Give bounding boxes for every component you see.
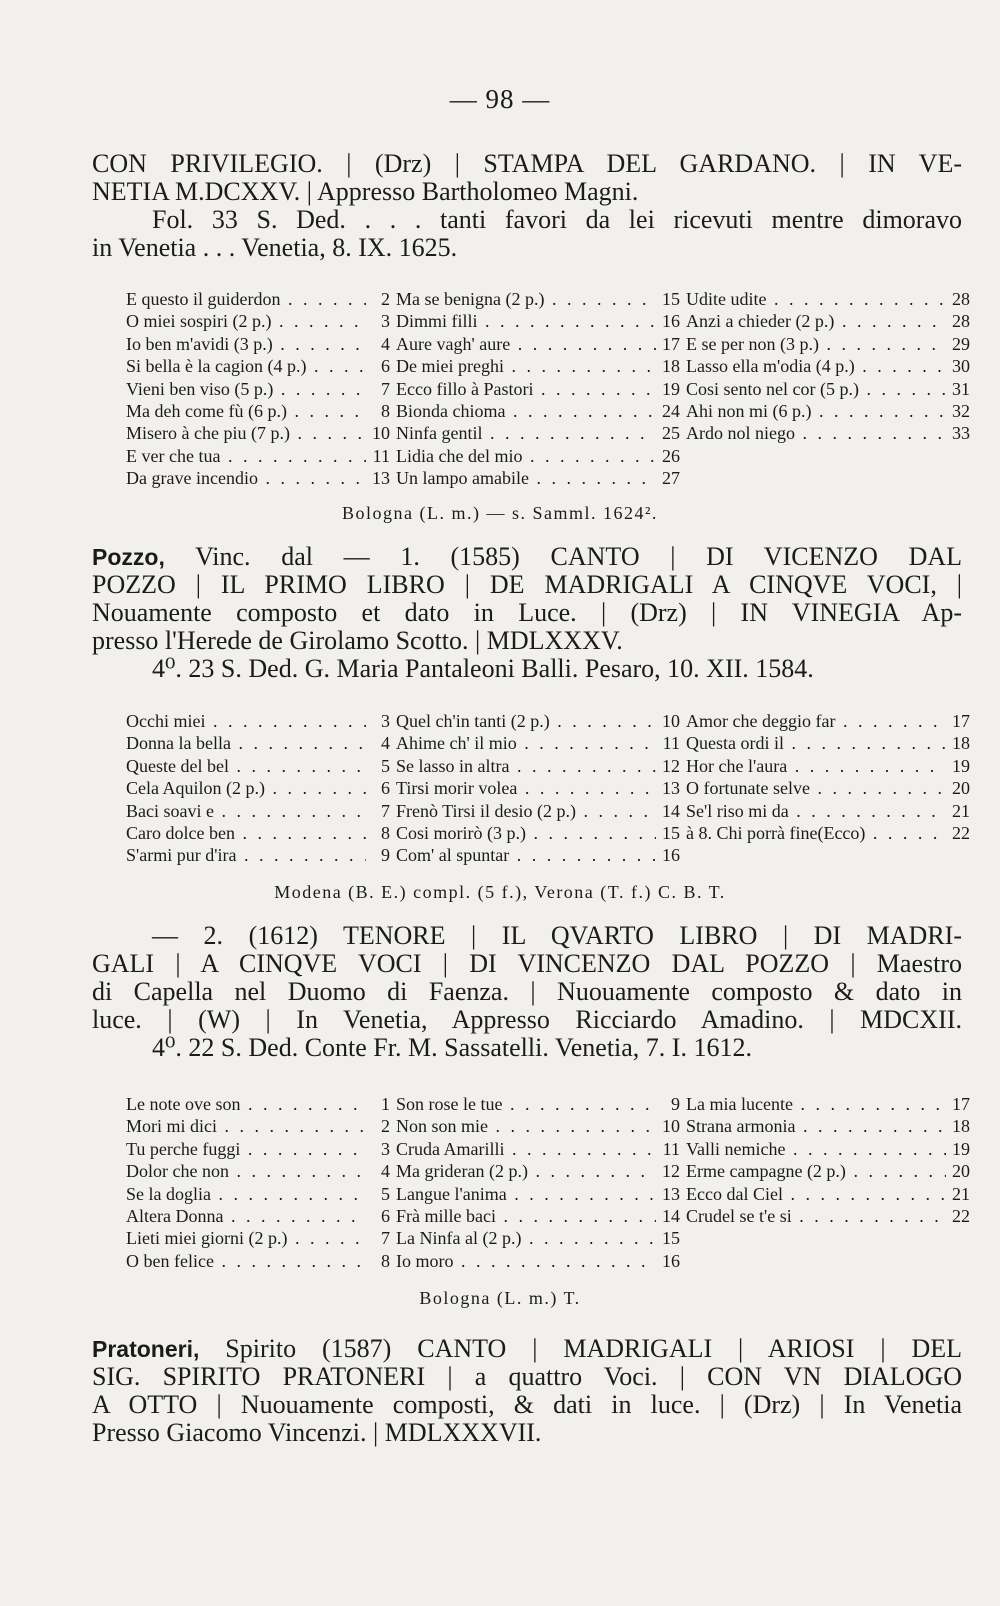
madrigal-title: Crudel se t'e si . . . — [686, 1205, 946, 1227]
toc-entry — [126, 732, 396, 754]
entry-gardano-description — [92, 150, 962, 262]
madrigal-title: Cosi sento nel cor (5 p.) . . . — [686, 378, 946, 400]
madrigal-number: 10 — [662, 1116, 680, 1137]
text-line: SIG. SPIRITO PRATONERI | a quattro Voci. | CON VN DIALOGO — [92, 1362, 962, 1391]
madrigal-title: Cela Aquilon (2 p.) . . . — [126, 777, 366, 799]
toc-entry — [126, 1227, 396, 1249]
library-location: Modena (B. E.) compl. (5 f.), Verona (T. f.) C. B. T. — [274, 882, 726, 902]
toc-row — [126, 310, 976, 332]
toc-entry — [686, 1250, 976, 1272]
madrigal-number: 11 — [662, 733, 680, 754]
toc-entry — [396, 288, 686, 310]
madrigal-title: Strana armonia . . . — [686, 1115, 946, 1137]
madrigal-number: 20 — [952, 1161, 970, 1182]
toc-entry — [126, 400, 396, 422]
madrigal-title: O ben felice . . . — [126, 1250, 366, 1272]
toc-row — [126, 288, 976, 310]
madrigal-number: 21 — [952, 800, 970, 821]
toc-entry — [686, 355, 976, 377]
text-line: NETIA M.DCXXV. | Appresso Bartholomeo Magni. — [92, 177, 639, 206]
contents-table-2 — [126, 710, 976, 867]
toc-entry — [686, 800, 976, 822]
composer-name: Pozzo, — [92, 544, 165, 570]
madrigal-title: O miei sospiri (2 p.) . . . — [126, 310, 366, 332]
toc-entry — [686, 755, 976, 777]
madrigal-title: E ver che tua . . . — [126, 445, 366, 467]
toc-row — [126, 1250, 976, 1272]
madrigal-title: Udite udite . . . — [686, 288, 946, 310]
toc-entry — [396, 333, 686, 355]
toc-row — [126, 1205, 976, 1227]
toc-entry — [126, 1115, 396, 1137]
toc-row — [126, 1160, 976, 1182]
toc-entry — [396, 1138, 686, 1160]
madrigal-number: 13 — [662, 778, 680, 799]
text-line: GALI | A CINQVE VOCI | DI VINCENZO DAL POZZO | Maestro — [92, 949, 962, 978]
text-line: Pratoneri, Spirito (1587) CANTO | MADRIGALI | ARIOSI | DEL — [92, 1334, 963, 1363]
toc-entry — [396, 310, 686, 332]
madrigal-title: Se'l riso mi da . . . — [686, 800, 946, 822]
madrigal-number: 28 — [952, 311, 970, 332]
entry-pozzo-1 — [92, 543, 962, 683]
toc-entry — [126, 1205, 396, 1227]
madrigal-number: 11 — [662, 1138, 680, 1159]
madrigal-number: 6 — [381, 778, 390, 799]
entry-pozzo-2 — [92, 922, 962, 1062]
madrigal-title: La mia lucente . . . — [686, 1093, 946, 1115]
madrigal-number: 14 — [662, 800, 680, 821]
madrigal-number: 18 — [952, 1116, 970, 1137]
madrigal-title: Tirsi morir volea . . . — [396, 777, 656, 799]
toc-row — [126, 822, 976, 844]
madrigal-number: 28 — [952, 289, 970, 309]
contents-table-3 — [126, 1093, 976, 1272]
toc-row — [126, 1227, 976, 1249]
toc-entry — [126, 1183, 396, 1205]
madrigal-title: Cruda Amarilli . . . — [396, 1138, 656, 1160]
madrigal-title: Ardo nol niego . . . — [686, 422, 946, 444]
madrigal-number: 4 — [381, 1161, 390, 1182]
madrigal-title: Lidia che del mio . . . — [396, 445, 656, 467]
toc-entry — [686, 844, 976, 866]
madrigal-number: 3 — [381, 711, 390, 731]
toc-entry — [686, 710, 976, 732]
madrigal-number: 21 — [952, 1183, 970, 1204]
toc-row — [126, 1093, 976, 1115]
madrigal-number: 30 — [952, 356, 970, 377]
madrigal-title: Frà mille baci . . . — [396, 1205, 656, 1227]
toc-row — [126, 1115, 976, 1137]
madrigal-title: De miei preghi . . . — [396, 355, 656, 377]
toc-entry — [396, 822, 686, 844]
library-location: Bologna (L. m.) T. — [419, 1288, 581, 1308]
toc-entry — [126, 333, 396, 355]
madrigal-title: E questo il guiderdon . . . — [126, 288, 366, 310]
toc-row — [126, 844, 976, 866]
madrigal-title: Ma se benigna (2 p.) . . . — [396, 288, 656, 310]
madrigal-title: Frenò Tirsi il desio (2 p.) . . . — [396, 800, 656, 822]
madrigal-number: 10 — [372, 423, 390, 444]
madrigal-number: 16 — [662, 311, 680, 332]
text-line: A OTTO | Nuouamente composti, & dati in luce. | (Drz) | In Venetia — [92, 1390, 962, 1419]
madrigal-title: E se per non (3 p.) . . . — [686, 333, 946, 355]
toc-entry — [686, 1205, 976, 1227]
madrigal-number: 18 — [952, 733, 970, 754]
toc-row — [126, 732, 976, 754]
library-location: Bologna (L. m.) — s. Samml. 1624². — [342, 503, 658, 523]
madrigal-number: 19 — [662, 378, 680, 399]
madrigal-number: 24 — [662, 400, 680, 421]
madrigal-title: Anzi a chieder (2 p.) . . . — [686, 310, 946, 332]
madrigal-title: Vieni ben viso (5 p.) . . . — [126, 378, 366, 400]
toc-entry — [686, 333, 976, 355]
madrigal-number: 17 — [952, 1094, 970, 1114]
toc-row — [126, 1183, 976, 1205]
madrigal-number: 10 — [662, 711, 680, 731]
toc-entry — [396, 1227, 686, 1249]
toc-entry — [396, 1250, 686, 1272]
madrigal-title: Ahi non mi (6 p.) . . . — [686, 400, 946, 422]
madrigal-title: Altera Donna . . . — [126, 1205, 366, 1227]
toc-entry — [126, 355, 396, 377]
madrigal-title: Ahime ch' il mio . . . — [396, 732, 656, 754]
madrigal-number: 4 — [381, 733, 390, 754]
madrigal-number: 13 — [662, 1183, 680, 1204]
madrigal-title: Caro dolce ben . . . — [126, 822, 366, 844]
toc-row — [126, 400, 976, 422]
madrigal-number: 9 — [671, 1094, 680, 1114]
toc-entry — [396, 844, 686, 866]
madrigal-title: Quel ch'in tanti (2 p.) . . . — [396, 710, 656, 732]
toc-entry — [126, 710, 396, 732]
text-line: Fol. 33 S. Ded. . . . tanti favori da lei ricevuti mentre dimoravo — [152, 205, 962, 234]
toc-row — [126, 800, 976, 822]
text-line: Nouamente composto et dato in Luce. | (Drz) | IN VINEGIA Ap- — [92, 598, 962, 627]
toc-entry — [396, 1093, 686, 1115]
madrigal-number: 8 — [381, 400, 390, 421]
madrigal-number: 6 — [381, 1205, 390, 1226]
madrigal-number: 29 — [952, 333, 970, 354]
toc-entry — [126, 378, 396, 400]
madrigal-number: 12 — [662, 1161, 680, 1182]
toc-row — [126, 378, 976, 400]
madrigal-title: Io ben m'avidi (3 p.) . . . — [126, 333, 366, 355]
madrigal-number: 32 — [952, 400, 970, 421]
madrigal-title: Bionda chioma . . . — [396, 400, 656, 422]
toc-entry — [126, 288, 396, 310]
composer-name: Pratoneri, — [92, 1336, 200, 1362]
madrigal-number: 3 — [381, 311, 390, 332]
madrigal-number: 26 — [662, 445, 680, 466]
toc-entry — [686, 822, 976, 844]
toc-entry — [686, 1160, 976, 1182]
madrigal-number: 22 — [952, 1205, 970, 1226]
toc-entry — [126, 445, 396, 467]
toc-entry — [396, 710, 686, 732]
text-line: presso l'Herede de Girolamo Scotto. | MDLXXXV. — [92, 626, 623, 655]
toc-entry — [396, 777, 686, 799]
toc-entry — [396, 445, 686, 467]
toc-row — [126, 422, 976, 444]
toc-entry — [686, 422, 976, 444]
madrigal-title: O fortunate selve . . . — [686, 777, 946, 799]
madrigal-title: Aure vagh' aure . . . — [396, 333, 656, 355]
madrigal-number: 15 — [662, 822, 680, 843]
madrigal-number: 16 — [662, 845, 680, 866]
toc-entry — [396, 422, 686, 444]
madrigal-number: 14 — [662, 1205, 680, 1226]
madrigal-number: 19 — [952, 1138, 970, 1159]
madrigal-number: 22 — [952, 822, 970, 843]
toc-row — [126, 1138, 976, 1160]
madrigal-number: 6 — [381, 356, 390, 377]
toc-entry — [126, 1093, 396, 1115]
toc-entry — [396, 400, 686, 422]
toc-entry — [126, 467, 396, 489]
toc-entry — [686, 732, 976, 754]
text-line: di Capella nel Duomo di Faenza. | Nuouamente composto & dato in — [92, 977, 962, 1006]
madrigal-title: Langue l'anima . . . — [396, 1183, 656, 1205]
madrigal-number: 4 — [381, 333, 390, 354]
madrigal-number: 1 — [381, 1094, 390, 1114]
contents-table-1 — [126, 288, 976, 490]
madrigal-title: Hor che l'aura . . . — [686, 755, 946, 777]
madrigal-number: 17 — [952, 711, 970, 731]
madrigal-title: Erme campagne (2 p.) . . . — [686, 1160, 946, 1182]
madrigal-title: Da grave incendio . . . — [126, 467, 366, 489]
toc-entry — [126, 800, 396, 822]
madrigal-title: Tu perche fuggi . . . — [126, 1138, 366, 1160]
madrigal-title: Se la doglia . . . — [126, 1183, 366, 1205]
madrigal-title: Ma deh come fù (6 p.) . . . — [126, 400, 366, 422]
madrigal-title: Valli nemiche . . . — [686, 1138, 946, 1160]
toc-entry — [686, 310, 976, 332]
madrigal-number: 3 — [381, 1138, 390, 1159]
madrigal-title: La Ninfa al (2 p.) . . . — [396, 1227, 656, 1249]
madrigal-title: Donna la bella . . . — [126, 732, 366, 754]
text-line: CON PRIVILEGIO. | (Drz) | STAMPA DEL GARDANO. | IN VE- — [92, 149, 962, 178]
madrigal-title: Io moro . . . — [396, 1250, 656, 1272]
madrigal-number: 11 — [372, 445, 390, 466]
madrigal-title: Si bella è la cagion (4 p.) . . . — [126, 355, 366, 377]
madrigal-title: Cosi morirò (3 p.) . . . — [396, 822, 656, 844]
madrigal-title: Com' al spuntar . . . — [396, 844, 656, 866]
toc-entry — [126, 755, 396, 777]
madrigal-title: Amor che deggio far . . . — [686, 710, 946, 732]
toc-entry — [686, 467, 976, 489]
text-line: Pozzo, Vinc. dal — 1. (1585) CANTO | DI VICENZO DAL — [92, 542, 963, 571]
toc-entry — [686, 1138, 976, 1160]
toc-entry — [126, 422, 396, 444]
madrigal-number: 7 — [381, 378, 390, 399]
madrigal-number: 27 — [662, 468, 680, 489]
toc-row — [126, 355, 976, 377]
madrigal-number: 7 — [381, 1228, 390, 1249]
toc-entry — [686, 378, 976, 400]
madrigal-title: Misero à che piu (7 p.) . . . — [126, 422, 366, 444]
madrigal-title: Lieti miei giorni (2 p.) . . . — [126, 1227, 366, 1249]
madrigal-number: 7 — [381, 800, 390, 821]
madrigal-title: Mori mi dici . . . — [126, 1115, 366, 1137]
madrigal-title: Baci soavi e . . . — [126, 800, 366, 822]
madrigal-title: Ma grideran (2 p.) . . . — [396, 1160, 656, 1182]
madrigal-title: à 8. Chi porrà fine(Ecco) . . . — [686, 822, 946, 844]
madrigal-title: Son rose le tue . . . — [396, 1093, 656, 1115]
toc-row — [126, 777, 976, 799]
toc-entry — [686, 1115, 976, 1137]
madrigal-title: Ecco dal Ciel . . . — [686, 1183, 946, 1205]
madrigal-number: 25 — [662, 423, 680, 444]
toc-row — [126, 333, 976, 355]
madrigal-number: 8 — [381, 822, 390, 843]
madrigal-number: 33 — [952, 423, 970, 444]
toc-entry — [686, 445, 976, 467]
madrigal-title: Un lampo amabile . . . — [396, 467, 656, 489]
madrigal-number: 13 — [372, 468, 390, 489]
toc-entry — [396, 1205, 686, 1227]
text-line: — 2. (1612) TENORE | IL QVARTO LIBRO | DI MADRI- — [152, 921, 962, 950]
toc-row — [126, 710, 976, 732]
madrigal-title: Lasso ella m'odia (4 p.) . . . — [686, 355, 946, 377]
madrigal-number: 8 — [381, 1250, 390, 1271]
toc-entry — [396, 1183, 686, 1205]
madrigal-title: Non son mie . . . — [396, 1115, 656, 1137]
page-number: — 98 — — [449, 84, 551, 114]
madrigal-number: 31 — [952, 378, 970, 399]
madrigal-title: S'armi pur d'ira . . . — [126, 844, 366, 866]
madrigal-title: Ecco fillo à Pastori . . . — [396, 378, 656, 400]
madrigal-title: Occhi miei . . . — [126, 710, 366, 732]
madrigal-number: 2 — [381, 289, 390, 309]
madrigal-number: 9 — [381, 845, 390, 866]
madrigal-number: 16 — [662, 1250, 680, 1271]
toc-entry — [686, 777, 976, 799]
toc-entry — [686, 1093, 976, 1115]
entry-pratoneri — [92, 1335, 962, 1447]
toc-entry — [396, 732, 686, 754]
text-line: in Venetia . . . Venetia, 8. IX. 1625. — [92, 233, 458, 262]
toc-entry — [396, 467, 686, 489]
text-line: POZZO | IL PRIMO LIBRO | DE MADRIGALI A CINQVE VOCI, | — [92, 570, 962, 599]
madrigal-number: 15 — [662, 289, 680, 309]
toc-entry — [126, 1160, 396, 1182]
madrigal-title: Queste del bel . . . — [126, 755, 366, 777]
toc-entry — [126, 822, 396, 844]
toc-entry — [686, 400, 976, 422]
toc-row — [126, 467, 976, 489]
madrigal-number: 19 — [952, 755, 970, 776]
madrigal-number: 5 — [381, 1183, 390, 1204]
toc-entry — [396, 755, 686, 777]
madrigal-number: 2 — [381, 1116, 390, 1137]
madrigal-number: 17 — [662, 333, 680, 354]
text-line: Presso Giacomo Vincenzi. | MDLXXXVII. — [92, 1418, 542, 1447]
toc-entry — [396, 1160, 686, 1182]
madrigal-title: Se lasso in altra . . . — [396, 755, 656, 777]
madrigal-number: 15 — [662, 1228, 680, 1249]
toc-entry — [396, 355, 686, 377]
toc-entry — [126, 777, 396, 799]
toc-row — [126, 755, 976, 777]
madrigal-title: Dolor che non . . . — [126, 1160, 366, 1182]
text-line: 4⁰. 22 S. Ded. Conte Fr. M. Sassatelli. Venetia, 7. I. 1612. — [152, 1033, 752, 1062]
toc-entry — [396, 800, 686, 822]
toc-row — [126, 445, 976, 467]
text-line: luce. | (W) | In Venetia, Appresso Ricciardo Amadino. | MDCXII. — [92, 1005, 962, 1034]
toc-entry — [126, 844, 396, 866]
toc-entry — [686, 1227, 976, 1249]
toc-entry — [686, 288, 976, 310]
madrigal-number: 5 — [381, 755, 390, 776]
toc-entry — [126, 310, 396, 332]
madrigal-number: 20 — [952, 778, 970, 799]
madrigal-number: 18 — [662, 356, 680, 377]
toc-entry — [396, 378, 686, 400]
toc-entry — [396, 1115, 686, 1137]
toc-entry — [686, 1183, 976, 1205]
madrigal-title: Dimmi filli . . . — [396, 310, 656, 332]
text-line: 4⁰. 23 S. Ded. G. Maria Pantaleoni Balli. Pesaro, 10. XII. 1584. — [152, 654, 814, 683]
madrigal-title: Questa ordi il . . . — [686, 732, 946, 754]
toc-entry — [126, 1250, 396, 1272]
toc-entry — [126, 1138, 396, 1160]
madrigal-title: Ninfa gentil . . . — [396, 422, 656, 444]
madrigal-title: Le note ove son . . . — [126, 1093, 366, 1115]
madrigal-number: 12 — [662, 755, 680, 776]
